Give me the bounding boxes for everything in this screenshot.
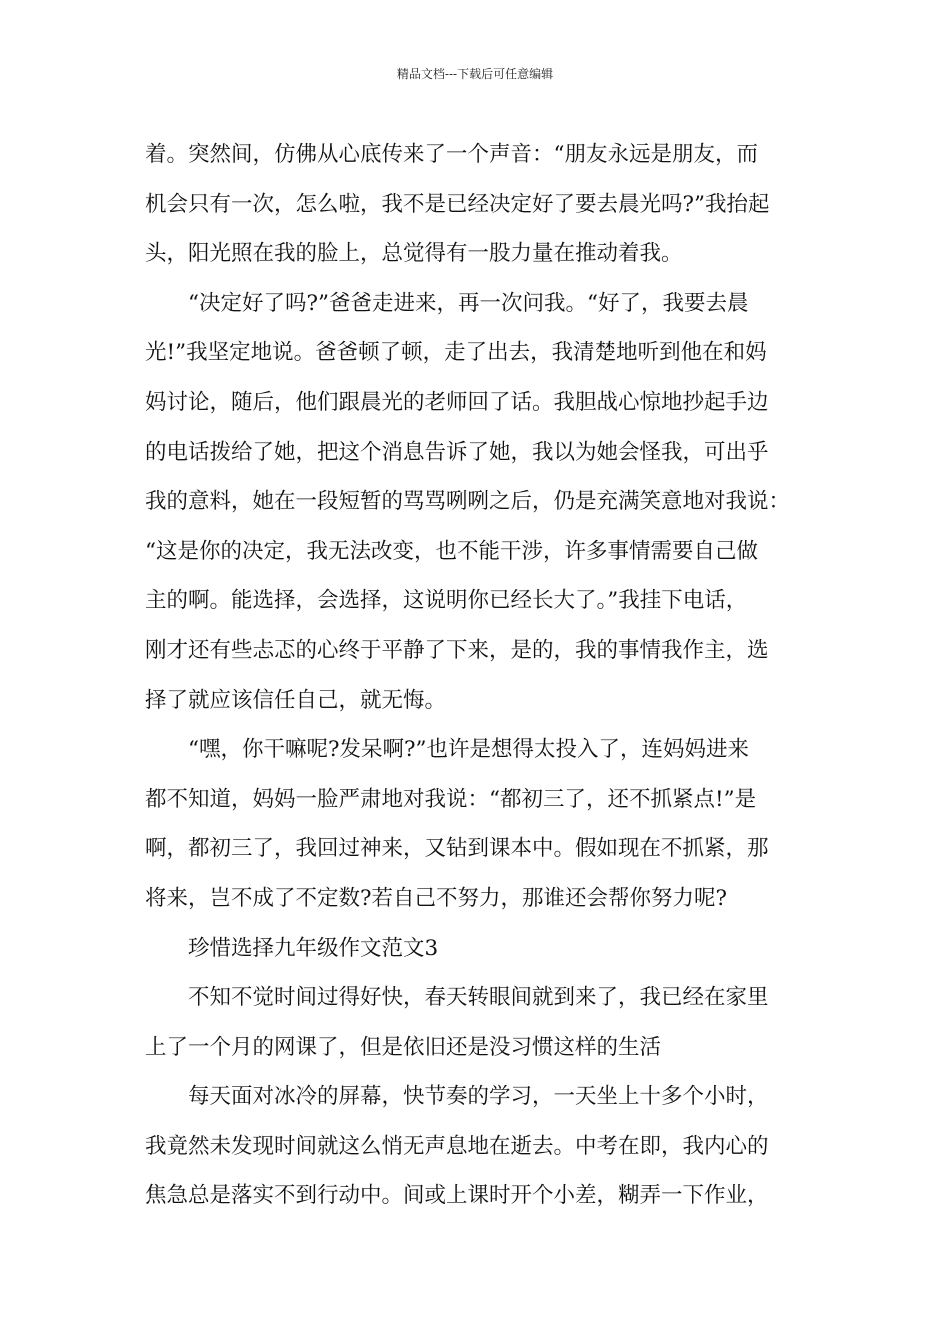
text-line: 我竟然未发现时间就这么悄无声息地在逝去。中考在即，我内心的 [145,1133,769,1159]
text-line: 都不知道，妈妈一脸严肃地对我说：“都初三了，还不抓紧点!”是 [145,786,757,812]
text-line: 光!”我坚定地说。爸爸顿了顿，走了出去，我清楚地听到他在和妈 [145,340,767,366]
text-line: 择了就应该信任自己，就无悔。 [145,687,447,713]
text-line: 头，阳光照在我的脸上，总觉得有一股力量在推动着我。 [145,241,683,267]
text-line: 妈讨论，随后，他们跟晨光的老师回了话。我胆战心惊地抄起手边 [145,389,769,415]
text-line: 焦急总是落实不到行动中。间或上课时开个小差，糊弄一下作业， [145,1183,769,1209]
paragraph-first-line: 不知不觉时间过得好快，春天转眼间就到来了，我已经在家里 [188,985,769,1011]
text-line: 主的啊。能选择，会选择，这说明你已经长大了。”我挂下电话， [145,588,748,614]
text-line: 机会只有一次，怎么啦，我不是已经决定好了要去晨光吗?”我抬起 [145,191,770,217]
text-line: 我的意料，她在一段短暂的骂骂咧咧之后，仍是充满笑意地对我说： [145,489,791,515]
text-line: 上了一个月的网课了，但是依旧还是没习惯这样的生活 [145,1034,662,1060]
text-line: 的电话拨给了她，把这个消息告诉了她，我以为她会怪我，可出乎 [145,439,769,465]
paragraph-first-line: “决定好了吗?”爸爸走进来，再一次问我。“好了，我要去晨 [188,290,749,316]
text-line: “这是你的决定，我无法改变，也不能干涉，许多事情需要自己做 [145,538,758,564]
paragraph-first-line: “嘿，你干嘛呢?发呆啊?”也许是想得太投入了，连妈妈进来 [188,737,750,763]
text-line: 着。突然间，仿佛从心底传来了一个声音：“朋友永远是朋友，而 [145,142,758,167]
page-header: 精品文档---下载后可任意编辑 [396,67,554,81]
text-line: 刚才还有些忐忑的心终于平静了下来，是的，我的事情我作主，选 [145,637,769,663]
text-line: 将来，岂不成了不定数?若自己不努力，那谁还会帮你努力呢? [145,885,728,911]
document-body [145,130,825,1221]
paragraph-first-line: 每天面对冰冷的屏幕，快节奏的学习，一天坐上十多个小时， [188,1084,769,1110]
text-line: 啊，都初三了，我回过神来，又钻到课本中。假如现在不抓紧，那 [145,836,769,862]
section-heading: 珍惜选择九年级作文范文3 [188,935,439,961]
